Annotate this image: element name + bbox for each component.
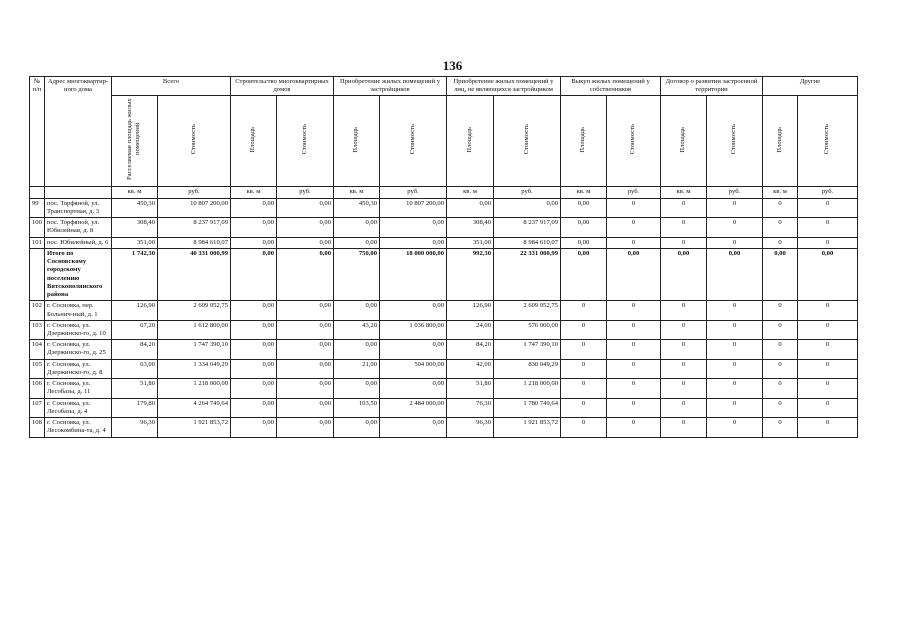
value-cell: 0 — [561, 320, 607, 339]
unit-cell: руб. — [607, 186, 661, 198]
value-cell: 0,00 — [380, 301, 447, 320]
value-cell: 0 — [561, 359, 607, 378]
value-cell: 0 — [661, 301, 707, 320]
value-cell: 0,00 — [334, 340, 380, 359]
subheader-cell — [277, 96, 334, 186]
subheader-cell — [763, 96, 798, 186]
value-cell: 0,00 — [447, 198, 494, 217]
table-row — [30, 237, 858, 248]
value-cell: 0,00 — [763, 248, 798, 300]
value-cell: 0,00 — [561, 198, 607, 217]
value-cell: 0,00 — [231, 218, 277, 237]
row-number: 102 — [30, 301, 45, 320]
subheader-cell — [380, 96, 447, 186]
header-address: Адрес многоквартир-ного дома — [45, 77, 112, 187]
value-cell: 0,00 — [607, 248, 661, 300]
value-cell: 103,50 — [334, 398, 380, 417]
value-cell: 0,00 — [380, 237, 447, 248]
value-cell: 0,00 — [231, 198, 277, 217]
value-cell: 450,30 — [112, 198, 158, 217]
value-cell: 2 484 000,00 — [380, 398, 447, 417]
value-cell: 1 747 390,10 — [158, 340, 231, 359]
value-cell: 0 — [607, 218, 661, 237]
unit-cell: руб. — [380, 186, 447, 198]
value-cell: 0 — [661, 218, 707, 237]
header-num: № п/п — [30, 77, 45, 187]
value-cell: 1 921 853,72 — [494, 418, 561, 437]
value-cell: 0,00 — [277, 237, 334, 248]
subheader-label: Стоимость — [189, 124, 197, 155]
header-unit-row — [30, 186, 858, 198]
value-cell: 0 — [607, 320, 661, 339]
subheader-cell — [561, 96, 607, 186]
value-cell: 0,00 — [231, 248, 277, 300]
value-cell: 750,00 — [334, 248, 380, 300]
value-cell: 0,00 — [380, 340, 447, 359]
value-cell: 96,30 — [112, 418, 158, 437]
value-cell: 0 — [661, 237, 707, 248]
subheader-cell — [231, 96, 277, 186]
row-address: г. Сосновка, ул. Дзержинско-го, д. 8 — [45, 359, 112, 378]
subheader-label: Стоимость — [823, 124, 831, 155]
value-cell: 0,00 — [334, 218, 380, 237]
subheader-cell — [334, 96, 380, 186]
subheader-label: Расселяемая площадь жилых помещений — [126, 98, 142, 181]
value-cell: 0 — [661, 359, 707, 378]
total-row — [30, 248, 858, 300]
value-cell: 51,80 — [112, 379, 158, 398]
table-row — [30, 379, 858, 398]
subheader-label: Площадь — [579, 126, 587, 153]
value-cell: 308,40 — [447, 218, 494, 237]
header-group-from-developers: Приобретение жилых помещений у застройщиков — [334, 77, 447, 96]
table-row — [30, 218, 858, 237]
value-cell: 1 334 049,29 — [158, 359, 231, 378]
unit-cell: руб. — [798, 186, 858, 198]
value-cell: 0,00 — [334, 379, 380, 398]
unit-cell: кв. м — [112, 186, 158, 198]
value-cell: 84,20 — [112, 340, 158, 359]
value-cell: 10 807 200,00 — [380, 198, 447, 217]
row-number: 99 — [30, 198, 45, 217]
subheader-label: Стоимость — [629, 124, 637, 155]
value-cell: 1 612 800,00 — [158, 320, 231, 339]
subheader-label: Стоимость — [730, 124, 738, 155]
value-cell: 0,00 — [231, 237, 277, 248]
value-cell: 0 — [763, 398, 798, 417]
value-cell: 0 — [763, 418, 798, 437]
value-cell: 0,00 — [380, 218, 447, 237]
page-number: 136 — [442, 58, 463, 73]
row-number: 103 — [30, 320, 45, 339]
value-cell: 0 — [763, 340, 798, 359]
header-sub-row — [30, 96, 858, 186]
value-cell: 1 921 853,72 — [158, 418, 231, 437]
unit-cell: кв. м — [447, 186, 494, 198]
value-cell: 0 — [798, 198, 858, 217]
value-cell: 0 — [798, 398, 858, 417]
unit-cell: руб. — [494, 186, 561, 198]
subheader-label: Стоимость — [522, 124, 530, 155]
subheader-cell — [112, 96, 158, 186]
row-address: Итого по Сосновскому городскому поселению Вятскополянского района — [45, 248, 112, 300]
table-row — [30, 340, 858, 359]
header-group-development-agreement: Договор о развитии застроенной территории — [661, 77, 763, 96]
value-cell: 0,00 — [334, 301, 380, 320]
value-cell: 0 — [707, 398, 763, 417]
subheader-cell — [447, 96, 494, 186]
value-cell: 0 — [661, 320, 707, 339]
value-cell: 0 — [763, 359, 798, 378]
relocation-table — [29, 76, 858, 438]
value-cell: 1 780 749,64 — [494, 398, 561, 417]
row-number: 106 — [30, 379, 45, 398]
value-cell: 0 — [607, 359, 661, 378]
value-cell: 830 049,29 — [494, 359, 561, 378]
value-cell: 0 — [763, 379, 798, 398]
value-cell: 179,80 — [112, 398, 158, 417]
header-group-from-non-developers: Приобретение жилых помещений у лиц, не являющихся застройщиком — [447, 77, 561, 96]
value-cell: 0 — [661, 340, 707, 359]
subheader-cell — [707, 96, 763, 186]
value-cell: 0,00 — [277, 320, 334, 339]
value-cell: 0,00 — [231, 301, 277, 320]
value-cell: 76,30 — [447, 398, 494, 417]
value-cell: 67,20 — [112, 320, 158, 339]
value-cell: 0,00 — [798, 248, 858, 300]
value-cell: 0 — [707, 379, 763, 398]
value-cell: 21,00 — [334, 359, 380, 378]
value-cell: 0 — [561, 340, 607, 359]
value-cell: 84,20 — [447, 340, 494, 359]
row-number: 105 — [30, 359, 45, 378]
value-cell: 96,30 — [447, 418, 494, 437]
value-cell: 0,00 — [277, 398, 334, 417]
value-cell: 0 — [661, 418, 707, 437]
value-cell: 0,00 — [231, 359, 277, 378]
value-cell: 0 — [561, 379, 607, 398]
subheader-cell — [661, 96, 707, 186]
table-row — [30, 359, 858, 378]
value-cell: 0,00 — [277, 248, 334, 300]
row-number: 100 — [30, 218, 45, 237]
value-cell: 0 — [707, 418, 763, 437]
value-cell: 42,00 — [447, 359, 494, 378]
value-cell: 450,30 — [334, 198, 380, 217]
unit-cell: руб. — [707, 186, 763, 198]
unit-cell: кв. м — [661, 186, 707, 198]
value-cell: 0 — [607, 398, 661, 417]
value-cell: 0 — [798, 359, 858, 378]
row-number: 104 — [30, 340, 45, 359]
value-cell: 0,00 — [277, 359, 334, 378]
value-cell: 0 — [798, 237, 858, 248]
value-cell: 0 — [707, 301, 763, 320]
value-cell: 0 — [661, 379, 707, 398]
row-address: г. Сосновка, пер. Больнич-ный, д. 1 — [45, 301, 112, 320]
row-address: пос. Торфяной, ул. Транспортная, д. 3 — [45, 198, 112, 217]
value-cell: 0 — [707, 218, 763, 237]
subheader-label: Площадь — [352, 126, 360, 153]
row-number: 107 — [30, 398, 45, 417]
value-cell: 0 — [798, 418, 858, 437]
table-row — [30, 418, 858, 437]
value-cell: 0 — [607, 418, 661, 437]
value-cell: 0,00 — [561, 248, 607, 300]
subheader-label: Площадь — [249, 126, 257, 153]
value-cell: 10 807 200,00 — [158, 198, 231, 217]
value-cell: 22 331 000,99 — [494, 248, 561, 300]
row-address: г. Сосновка, ул. Дзержинско-го, д. 25 — [45, 340, 112, 359]
value-cell: 0 — [607, 301, 661, 320]
value-cell: 0 — [763, 218, 798, 237]
value-cell: 51,80 — [447, 379, 494, 398]
value-cell: 0 — [763, 237, 798, 248]
value-cell: 0,00 — [334, 237, 380, 248]
value-cell: 126,90 — [112, 301, 158, 320]
value-cell: 0,00 — [231, 340, 277, 359]
value-cell: 8 984 610,07 — [158, 237, 231, 248]
subheader-cell — [798, 96, 858, 186]
value-cell: 0 — [798, 379, 858, 398]
value-cell: 2 609 052,75 — [494, 301, 561, 320]
value-cell: 308,40 — [112, 218, 158, 237]
row-address: пос. Юбилейный, д. 6 — [45, 237, 112, 248]
row-number — [30, 248, 45, 300]
value-cell: 0,00 — [231, 418, 277, 437]
row-address: г. Сосновка, ул. Лесобазы, д. 11 — [45, 379, 112, 398]
value-cell: 0,00 — [561, 237, 607, 248]
value-cell: 63,00 — [112, 359, 158, 378]
unit-cell-empty — [30, 186, 45, 198]
value-cell: 0,00 — [707, 248, 763, 300]
row-address: г. Сосновка, ул. Лесобазы, д. 4 — [45, 398, 112, 417]
value-cell: 43,20 — [334, 320, 380, 339]
value-cell: 0 — [707, 359, 763, 378]
value-cell: 0,00 — [231, 379, 277, 398]
value-cell: 0 — [607, 237, 661, 248]
value-cell: 8 237 917,09 — [494, 218, 561, 237]
value-cell: 0 — [798, 340, 858, 359]
value-cell: 0,00 — [561, 218, 607, 237]
subheader-label: Площадь — [679, 126, 687, 153]
value-cell: 1 742,30 — [112, 248, 158, 300]
unit-cell: кв. м — [231, 186, 277, 198]
value-cell: 0,00 — [277, 218, 334, 237]
value-cell: 351,00 — [112, 237, 158, 248]
value-cell: 1 218 000,00 — [158, 379, 231, 398]
value-cell: 0 — [763, 198, 798, 217]
header-group-total: Всего — [112, 77, 231, 96]
value-cell: 0 — [561, 301, 607, 320]
row-number: 101 — [30, 237, 45, 248]
value-cell: 0,00 — [231, 398, 277, 417]
unit-cell: руб. — [158, 186, 231, 198]
value-cell: 0 — [798, 320, 858, 339]
value-cell: 0,00 — [277, 301, 334, 320]
unit-cell-empty — [45, 186, 112, 198]
value-cell: 0,00 — [277, 198, 334, 217]
subheader-label: Стоимость — [408, 124, 416, 155]
header-group-construction: Строительство многоквартирных домов — [231, 77, 334, 96]
value-cell: 0 — [707, 320, 763, 339]
unit-cell: кв. м — [334, 186, 380, 198]
value-cell: 0 — [661, 198, 707, 217]
value-cell: 0 — [561, 398, 607, 417]
value-cell: 0 — [707, 237, 763, 248]
row-address: г. Сосновка, ул. Дзержинско-го, д. 10 — [45, 320, 112, 339]
unit-cell: кв. м — [763, 186, 798, 198]
value-cell: 24,00 — [447, 320, 494, 339]
value-cell: 0 — [763, 301, 798, 320]
value-cell: 0 — [661, 398, 707, 417]
value-cell: 8 237 917,09 — [158, 218, 231, 237]
value-cell: 351,00 — [447, 237, 494, 248]
header-group-row — [30, 77, 858, 96]
value-cell: 0,00 — [277, 418, 334, 437]
value-cell: 0 — [798, 218, 858, 237]
value-cell: 0,00 — [380, 379, 447, 398]
value-cell: 0,00 — [661, 248, 707, 300]
value-cell: 0 — [607, 340, 661, 359]
table-row — [30, 320, 858, 339]
value-cell: 0 — [561, 418, 607, 437]
value-cell: 0 — [798, 301, 858, 320]
value-cell: 504 000,00 — [380, 359, 447, 378]
row-number: 108 — [30, 418, 45, 437]
value-cell: 0 — [763, 320, 798, 339]
value-cell: 1 036 800,00 — [380, 320, 447, 339]
row-address: пос. Торфяной, ул. Юбилейная, д. 8 — [45, 218, 112, 237]
subheader-label: Площадь — [775, 126, 783, 153]
value-cell: 0 — [707, 340, 763, 359]
table-row — [30, 301, 858, 320]
row-address: г. Сосновка, ул. Лесокомбина-та, д. 4 — [45, 418, 112, 437]
value-cell: 0,00 — [380, 418, 447, 437]
subheader-cell — [158, 96, 231, 186]
value-cell: 0,00 — [334, 418, 380, 437]
value-cell: 0,00 — [231, 320, 277, 339]
value-cell: 40 331 000,99 — [158, 248, 231, 300]
value-cell: 0 — [607, 198, 661, 217]
value-cell: 0 — [607, 379, 661, 398]
value-cell: 1 218 000,00 — [494, 379, 561, 398]
value-cell: 18 000 000,00 — [380, 248, 447, 300]
subheader-cell — [607, 96, 661, 186]
value-cell: 1 747 390,10 — [494, 340, 561, 359]
header-group-other: Другие — [763, 77, 858, 96]
subheader-label: Площадь — [465, 126, 473, 153]
value-cell: 0 — [707, 198, 763, 217]
value-cell: 8 984 610,07 — [494, 237, 561, 248]
table-row — [30, 198, 858, 217]
header-group-buyout: Выкуп жилых помещений у собственников — [561, 77, 661, 96]
value-cell: 126,90 — [447, 301, 494, 320]
value-cell: 0,00 — [277, 340, 334, 359]
unit-cell: руб. — [277, 186, 334, 198]
value-cell: 0,00 — [277, 379, 334, 398]
subheader-label: Стоимость — [300, 124, 308, 155]
unit-cell: кв. м — [561, 186, 607, 198]
subheader-cell — [494, 96, 561, 186]
value-cell: 0,00 — [494, 198, 561, 217]
value-cell: 576 000,00 — [494, 320, 561, 339]
value-cell: 4 264 749,64 — [158, 398, 231, 417]
value-cell: 2 609 052,75 — [158, 301, 231, 320]
table-row — [30, 398, 858, 417]
value-cell: 992,30 — [447, 248, 494, 300]
